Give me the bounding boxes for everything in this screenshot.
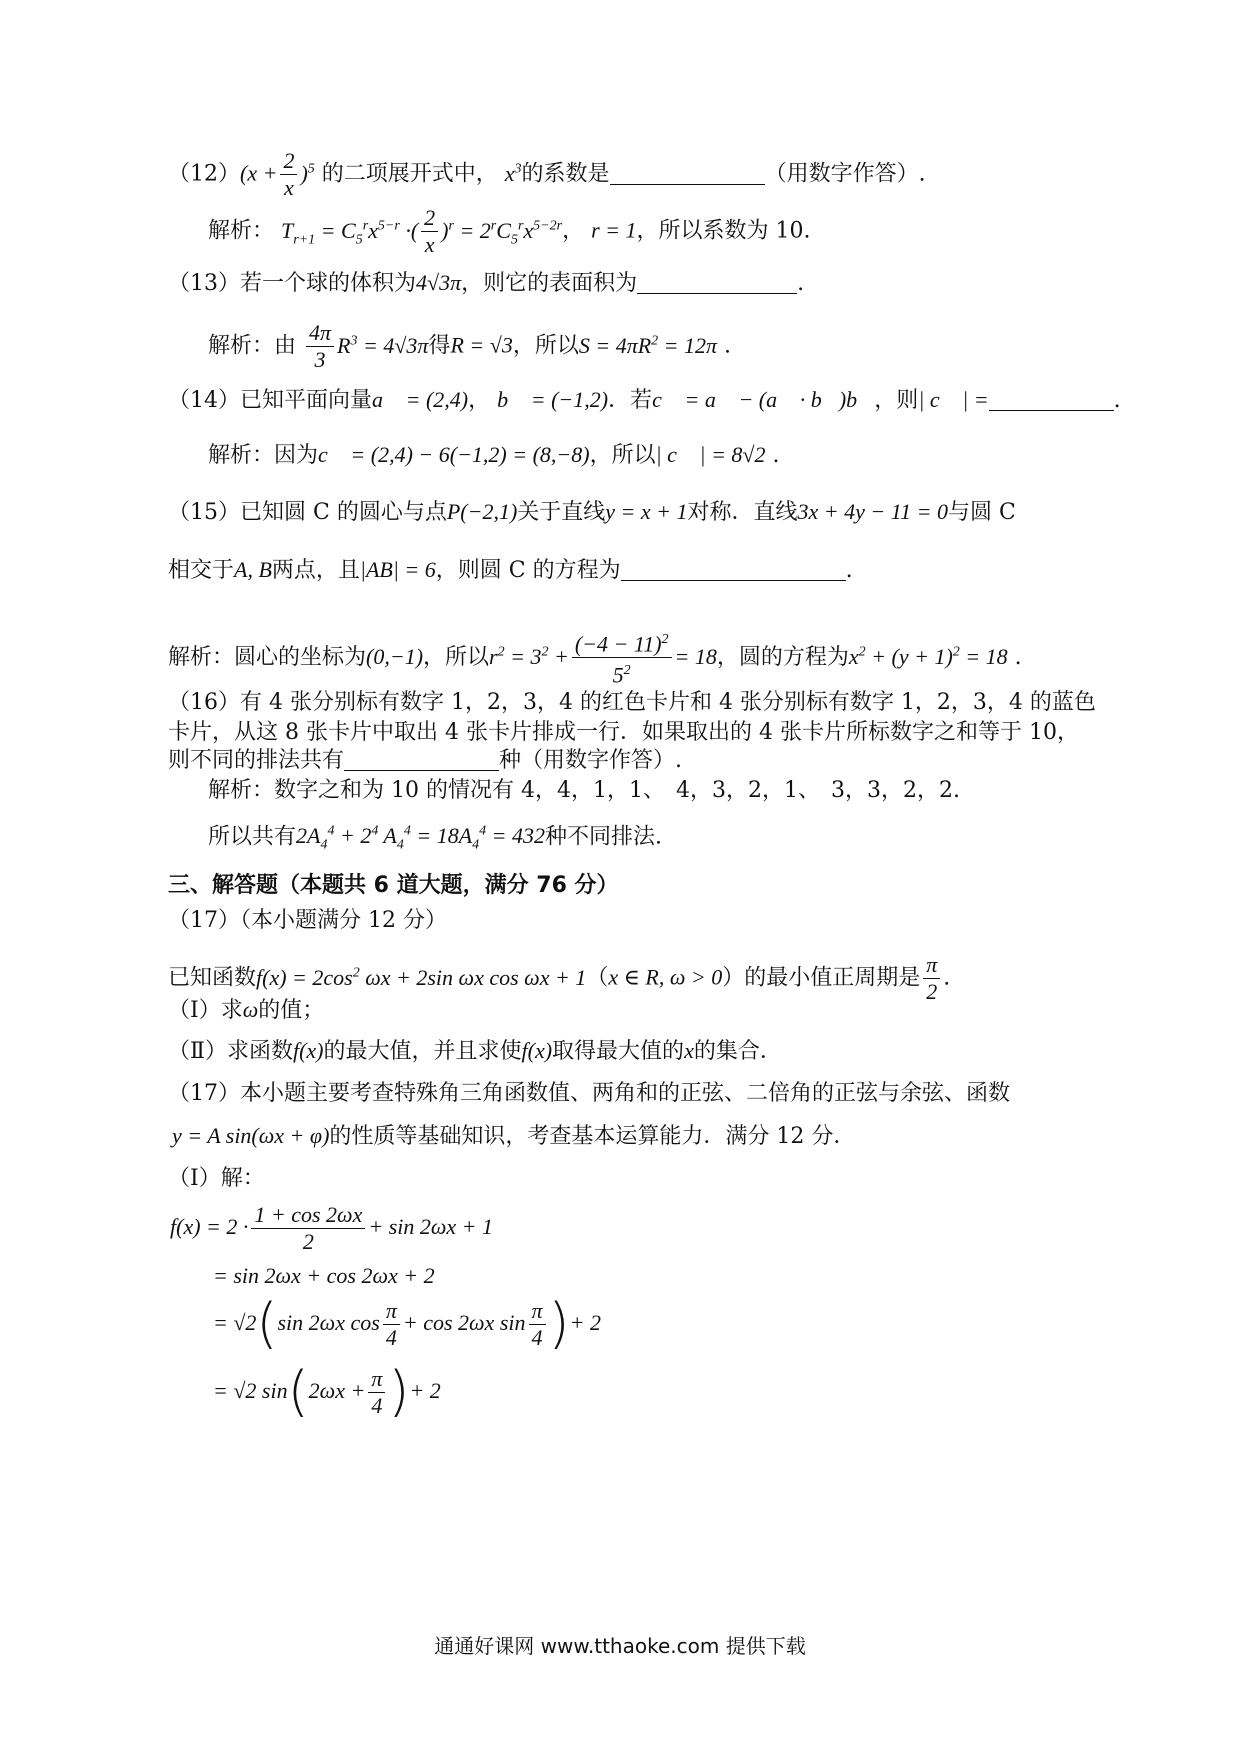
solution-label: 解析：由 [208,333,297,359]
derivation-step-2: = sin 2ωx + cos 2ωx + 2 [213,1263,435,1288]
fraction-pi-over-4: $\frac{\pi}{4}$ [368,1366,385,1419]
fraction-1-plus-cos: $\frac{1 + \cos 2\omega x}{2}$ [251,1202,365,1255]
q17-stem-text: 已知函数 [168,965,257,991]
q15-line2-text: 相交于 [168,558,235,583]
q17-solution-head: （Ⅰ）解： [168,1166,265,1191]
q15-line2: 相交于A, B两点，且|AB| = 6，则圆 C 的方程为 . [168,557,853,583]
q14-number: （14） [168,388,240,413]
q13-line: （13）若一个球的体积为4√3π，则它的表面积为 . [168,270,805,296]
q16-line2: 卡片，从这 8 张卡片中取出 4 张卡片排成一行．如果取出的 4 张卡片所标数字之和等于 10， [168,720,1079,745]
q12-solution-text: ，所以系数为 10. [636,218,811,244]
q14-text-c: ，则 [874,388,919,413]
q17-part2: （Ⅱ）求函数f(x)的最大值，并且求使f(x)取得最大值的x的集合． [168,1038,782,1064]
derivation-step-1: f(x) = 2 · $\frac{1 + \cos 2\omega x}{2}$ + sin 2ωx + 1 [170,1201,494,1254]
q15-line1: （15）已知圆 C 的圆心与点P(−2,1)关于直线y = x + 1对称．直线3x + 4y − 11 = 0与圆 C [168,499,1016,525]
q15-text-c: 对称．直线 [687,500,798,525]
q14-solution-mid: ，所以 [589,443,656,468]
q17-part2-text: （Ⅱ）求函数 [168,1039,293,1064]
q13-text-b: ，则它的表面积为 [461,271,638,296]
solution-label: 解析：因为 [208,443,319,468]
q16-solution2: 所以共有$2A_4^4 + 2^4$ $A_4^4 = 18A_4^4 = 432$种不同排法. [208,823,663,853]
q17-part1-text: （Ⅰ）求 [168,998,243,1023]
q12-number: （12） [168,161,240,187]
fraction-pi-over-2: $\frac{\pi}{2}$ [923,952,940,1005]
derivation-step-3: = √2(sin 2ωx cos $\frac{\pi}{4}$ + cos 2ωx sin $\frac{\pi}{4}$ )+ 2 [213,1292,601,1355]
q12-solution: 解析： $T_{r+1} = C_5^rx^{5-r}$ ·( $\frac{2}{x}$ )$^r = 2^rC_5^rx^{5-2r}$， r = 1，所以系数为 10. [208,205,811,257]
q13-solution-mid2: ，所以 [512,333,579,359]
answer-blank [610,162,765,185]
q16-line3 [168,746,682,776]
q16-line3-text-b: 种（用数字作答）. [499,748,683,773]
fraction-distance: $\frac{(-4 - 11)^2}{5^2}$ [572,627,672,689]
solution-label: 解析： [208,218,275,244]
q17-note-line2: y = A sin(ωx + φ)的性质等基础知识，考查基本运算能力．满分 12 分． [172,1123,856,1149]
q16-solution1: 解析：数字之和为 10 的情况有 4，4，1，1、 4，3，2，1、 3，3，2，2. [208,778,960,803]
fraction-pi-over-4: $\frac{\pi}{4}$ [383,1298,400,1351]
q12-text-b: 的系数是 [521,161,610,187]
q16-solution-text-b: 种不同排法. [545,824,663,850]
answer-blank [637,271,797,294]
q13-number: （13） [168,271,240,296]
q17-stem-text-b: 的最小值正周期是 [744,965,921,991]
q17-note-line1: （17）本小题主要考查特殊角三角函数值、两角和的正弦、二倍角的正弦与余弦、函数 [168,1081,1010,1106]
solution-label: 解析：圆心的坐标为 [168,644,367,670]
q12-line: （12）(x + $\frac{2}{x}$ )$^5$ 的二项展开式中， $x^3$的系数是 （用数字作答）. [168,148,926,200]
q15-text: 已知圆 C 的圆心与点 [240,500,447,525]
footer-watermark: 通通好课网 www.tthaoke.com 提供下载 [434,1634,806,1658]
q17-header: （17）（本小题满分 12 分） [168,908,447,933]
fraction-pi-over-4: $\frac{\pi}{4}$ [529,1298,546,1351]
answer-blank [344,748,499,771]
derivation-step-4: = √2 sin(2ωx + $\frac{\pi}{4}$ )+ 2 [213,1360,441,1423]
q15-text-d: 与圆 C [947,500,1016,525]
answer-blank [621,558,846,581]
q17-part2-text-d: 的集合． [693,1039,782,1064]
answer-blank [989,388,1114,411]
q17-part1-text-b: 的值； [258,998,325,1023]
fraction-4pi-over-3: $\frac{4\pi}{3}$ [306,320,334,373]
q16-line1: （16）有 4 张分别标有数字 1，2，3，4 的红色卡片和 4 张分别标有数字 1，2，3，4 的蓝色 [168,690,1096,715]
q17-part2-text-c: 取得最大值的 [552,1039,685,1064]
q15-line2-text-b: 两点，且 [271,558,360,583]
q14-text: 已知平面向量 [240,388,373,413]
q15-solution-b: ，所以 [423,644,490,670]
q17-note-text: 的性质等基础知识，考查基本运算能力．满分 12 分． [329,1124,856,1149]
q15-line2-text-c: ，则圆 C 的方程为 [435,558,621,583]
q12-text: 的二项展开式中， [321,161,498,187]
fraction-2-over-x: $\frac{2}{x}$ [280,148,297,201]
q15-solution-c: ，圆的方程为 [716,644,849,670]
q12-text-c: （用数字作答）. [764,161,926,187]
q15-number: （15） [168,500,240,525]
q14-line: （14）已知平面向量a⃗ = (2,4)， b⃗ = (−1,2)．若c⃗ = a⃗ − (a⃗ · b⃗)b⃗，则| c⃗ | = . [168,387,1121,413]
fraction-2-over-x: $\frac{2}{x}$ [421,205,438,258]
q13-solution-mid: 得 [428,333,451,359]
q14-solution: 解析：因为c⃗ = (2,4) − 6(−1,2) = (8,−8)，所以| c⃗ | = 8√2 . [208,442,780,468]
q17-stem: 已知函数$f(x) = 2\cos^2$ ωx + 2sin ωx cos ωx + 1（x ∈ R, ω > 0）的最小值正周期是 $\frac{\pi}{2}$ . [168,952,951,1004]
q13-text: 若一个球的体积为 [240,271,417,296]
q16-line3-text: 则不同的排法共有 [168,748,345,773]
q15-solution: 解析：圆心的坐标为(0,−1)，所以$r^2 = 3^2$ + $\frac{(-4 - 11)^2}{5^2}$ = 18，圆的方程为$x^2 + (y + 1)^2 = 18$ . [168,627,1022,689]
q14-text-b: ．若 [608,388,653,413]
q16-solution-text: 所以共有 [208,824,297,850]
q17-part1: （Ⅰ）求ω的值； [168,997,325,1023]
q13-solution: 解析：由 $\frac{4\pi}{3}$ $R^3 = 4√3\pi$得R = √3，所以$S = 4\pi R^2 = 12\pi$ . [208,320,732,372]
q17-part2-text-b: 的最大值，并且求使 [323,1039,522,1064]
section-title: 三、解答题（本题共 6 道大题，满分 76 分） [168,873,619,898]
q15-text-b: 关于直线 [517,500,606,525]
